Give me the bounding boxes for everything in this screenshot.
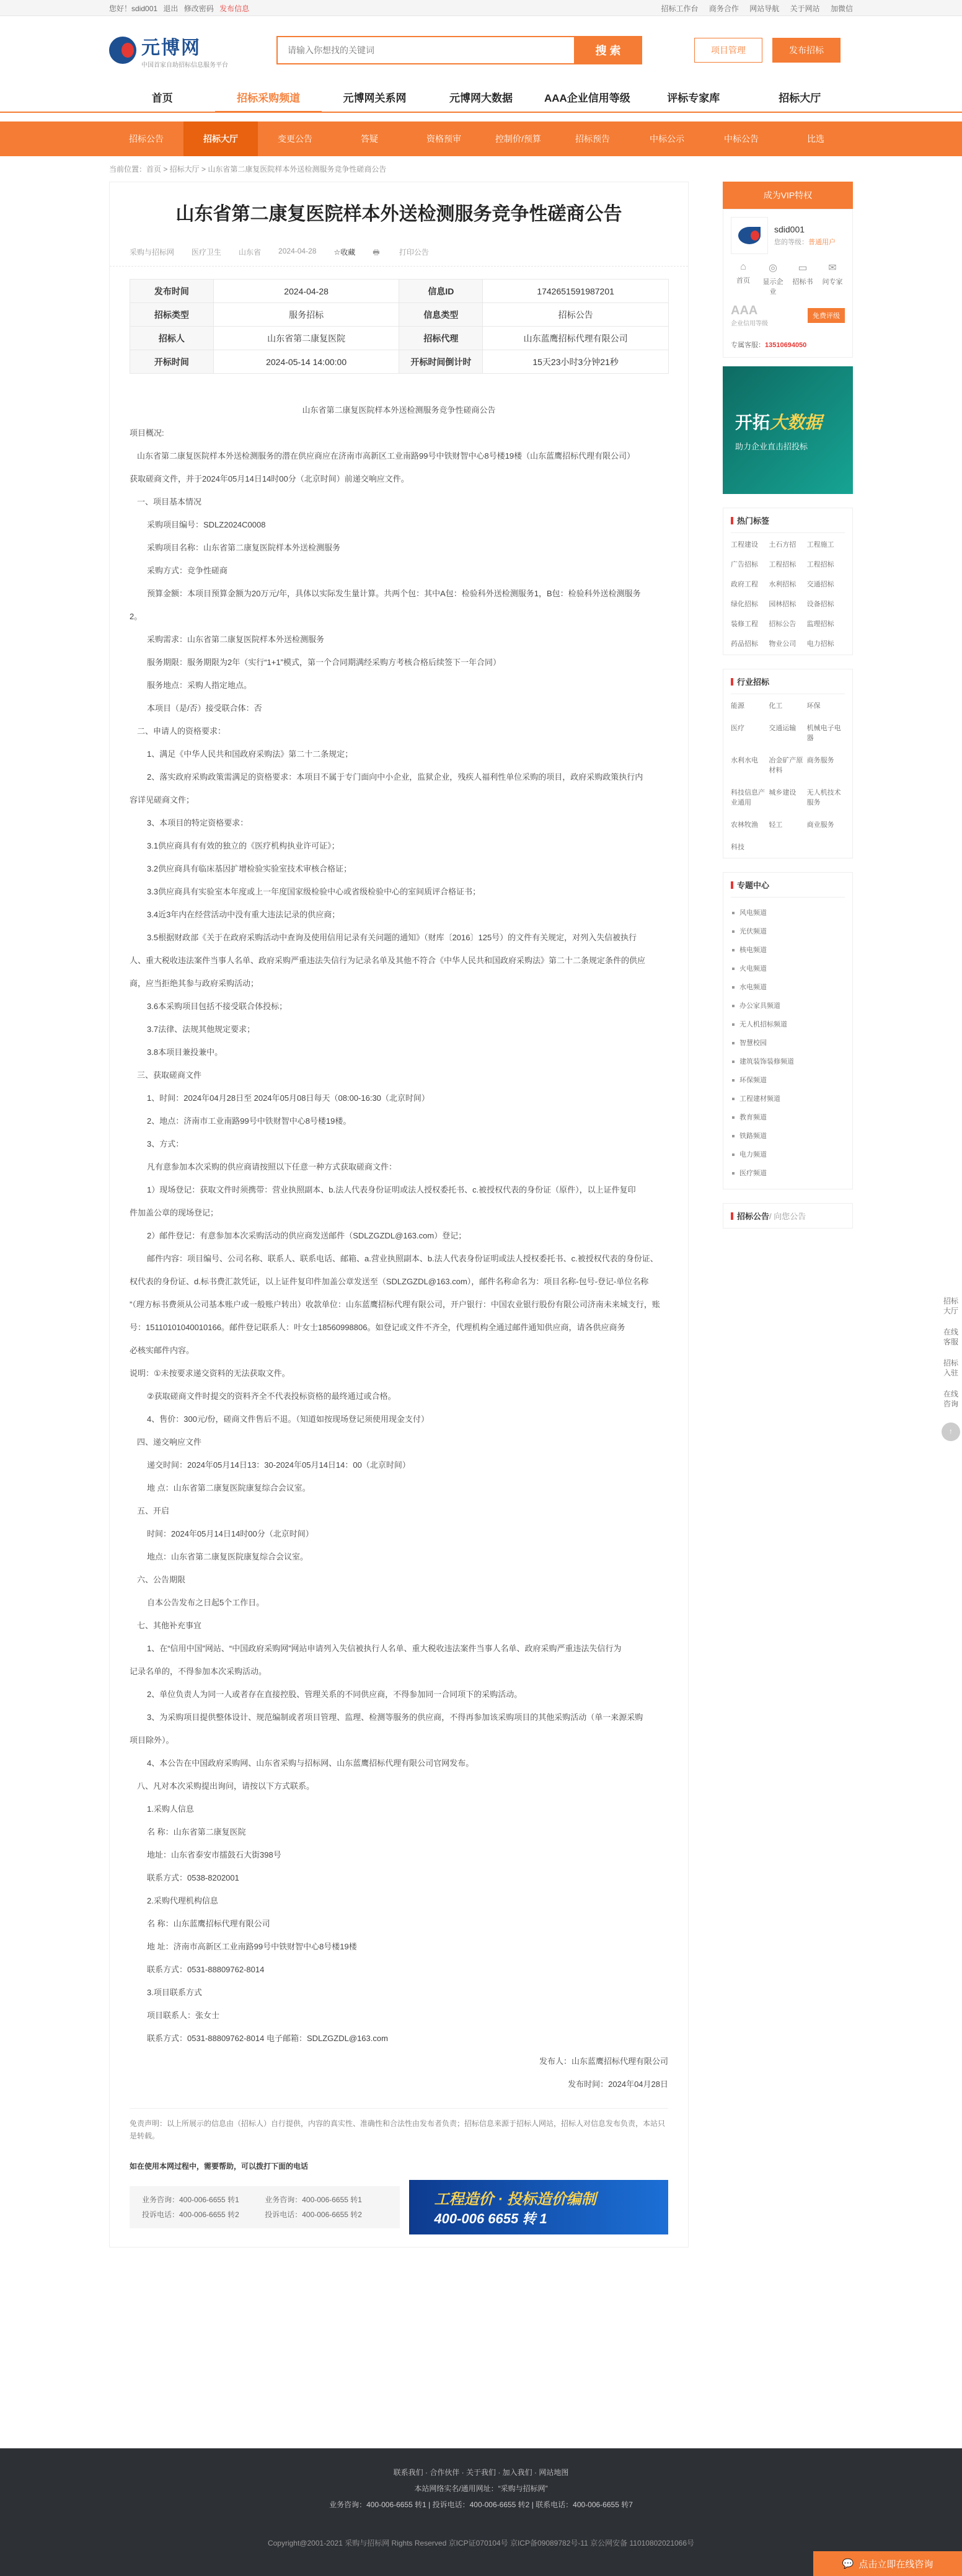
article-paragraph: 发布人：山东蓝鹰招标代理有限公司 (539, 2057, 668, 2066)
hot-tag[interactable]: 装修工程 (731, 620, 758, 628)
topic-title: 专题中心 (731, 879, 845, 898)
shortcut-home[interactable] (731, 262, 756, 296)
shortcut-company[interactable] (761, 262, 785, 296)
shortcut-label: 问专家 (822, 278, 843, 286)
info-value: 15天23小时3分钟21秒 (483, 350, 669, 374)
nav-procurement[interactable]: 招标采购频道 (215, 84, 321, 113)
meta-category[interactable]: 采购与招标网 (130, 248, 175, 257)
article-paragraph: 3、本项目的特定资格要求： (147, 818, 249, 827)
article-paragraph: 1）现场登记：获取文件时须携带：营业执照副本、b.法人代表身份证明或法人授权委托书、c.被授权代表的身份证（原件），以上证件复印 (147, 1185, 636, 1194)
info-row (130, 280, 669, 303)
info-key: 开标时间 (130, 350, 214, 374)
nav-hall[interactable]: 招标大厅 (779, 92, 821, 104)
top-link-business[interactable]: 商务合作 (708, 4, 739, 13)
sidebar (723, 182, 853, 2247)
notice-title: 招标公告 (737, 1212, 770, 1221)
article-paragraph: 件加盖公章的现场登记； (130, 1208, 219, 1217)
hot-tag[interactable]: 广告招标 (731, 561, 758, 568)
online-chat-button[interactable] (813, 2551, 962, 2576)
subnav-item[interactable]: 控制价/预算 (495, 134, 541, 144)
topic-item[interactable]: 办公家具频道 (731, 997, 845, 1015)
top-link-sitemap[interactable]: 网站导航 (749, 4, 780, 13)
username: sdid001 (774, 224, 805, 234)
info-value: 1742651591987201 (483, 280, 669, 303)
article (109, 182, 689, 2247)
subnav-item[interactable]: 变更公告 (278, 134, 312, 144)
hot-tag[interactable]: 绿化招标 (731, 601, 758, 608)
article-paragraph: 七、其他补充事宜 (137, 1621, 202, 1630)
nav-credit[interactable]: AAA企业信用等级 (544, 92, 630, 104)
article-paragraph: 1、时间：2024年04月28日至 2024年05月08日每天（08:00-16:30（北京时间） (147, 1093, 430, 1103)
top-link-wechat[interactable]: 加微信 (830, 4, 853, 13)
article-paragraph: 自本公告发布之日起5个工作日。 (147, 1598, 265, 1607)
article-paragraph: 获取磋商文件，并于2024年05月14日14时00分（北京时间）前递交响应文件。 (130, 474, 409, 483)
phone-item: 投诉电话：400-006-6655 转2 (142, 2210, 239, 2219)
article-paragraph: 地点：山东省第二康复医院康复综合会议室。 (147, 1552, 309, 1561)
phone-item: 投诉电话：400-006-6655 转2 (265, 2210, 362, 2219)
article-paragraph: 3.8本项目兼投兼中。 (147, 1048, 223, 1057)
subnav-item[interactable]: 答疑 (361, 134, 378, 144)
hot-tag[interactable]: 工程招标 (806, 561, 834, 568)
shortcut-expert[interactable] (820, 262, 845, 296)
article-paragraph: 必核实邮件内容。 (130, 1346, 195, 1355)
article-paragraph: 服务地点：采购人指定地点。 (147, 681, 252, 690)
topic-item[interactable]: 核电频道 (731, 941, 845, 959)
print-icon: 🖶 (373, 248, 382, 257)
home-icon: ⌂ (740, 262, 746, 272)
industry-tag[interactable]: 城乡建设 (769, 789, 797, 796)
hot-tag[interactable]: 药品招标 (731, 640, 758, 648)
back-to-top-icon[interactable]: ↑ (942, 1423, 960, 1441)
phone-value: 13510694050 (765, 342, 807, 349)
article-paragraph: 采购方式：竞争性磋商 (147, 566, 228, 575)
info-value: 招标公告 (483, 303, 669, 327)
mail-icon: ✉ (828, 263, 837, 273)
article-paragraph: 联系方式：0531-88809762-8014 (147, 1965, 265, 1974)
float-consult[interactable]: 在线咨询 (943, 1390, 958, 1408)
document-icon: ▭ (798, 263, 808, 273)
phone-label: 专属客服： (731, 342, 765, 349)
article-paragraph: 时间：2024年05月14日14时00分（北京时间） (147, 1529, 314, 1538)
vip-button[interactable]: 成为VIP特权 (723, 182, 853, 209)
topic-item[interactable]: 工程建材频道 (731, 1090, 845, 1108)
industry-tag[interactable]: 机械电子电器 (806, 725, 841, 742)
page-title: 山东省第二康复医院样本外送检测服务竞争性磋商公告 (175, 204, 622, 224)
aaa-subtitle: 企业信用等级 (731, 320, 768, 327)
hot-tags-title: 热门标签 (731, 514, 845, 533)
level-label: 您的等级： (774, 239, 808, 246)
article-paragraph: 联系方式：0538-8202001 (147, 1873, 239, 1882)
project-manage-button[interactable]: 项目管理 (694, 38, 762, 63)
hot-tags-box (723, 508, 853, 655)
article-paragraph: 1.采购人信息 (147, 1804, 194, 1814)
article-paragraph: 地址：山东省泰安市擂鼓石大街398号 (147, 1850, 281, 1859)
info-key: 招标人 (130, 327, 214, 350)
top-bar (0, 0, 962, 16)
article-paragraph: 六、公告期限 (137, 1575, 186, 1584)
logo-subtitle: 中国首家自助招标信息服务平台 (141, 61, 228, 69)
free-rating-button[interactable]: 免费评级 (808, 308, 845, 323)
article-paragraph: 服务期限：服务期限为2年（实行“1+1”模式，第一个合同期满经采购方考核合格后续签下一年合同） (147, 658, 501, 667)
hot-tag[interactable]: 工程施工 (806, 541, 834, 549)
float-toolbar (940, 1292, 962, 1447)
industry-tag[interactable]: 无人机技术服务 (806, 789, 841, 806)
article-paragraph: 2。 (130, 612, 143, 621)
info-key: 开标时间倒计时 (399, 350, 483, 374)
article-paragraph: 项目除外）。 (130, 1736, 174, 1745)
disclaimer: 免责声明：以上所展示的信息由（招标人）自行提供，内容的真实性、准确性和合法性由发布者负责；招标信息来源于招标人网站，招标人对信息发布负责，本站只是转载。 (130, 2108, 668, 2142)
info-value: 山东省第二康复医院 (213, 327, 399, 350)
info-row (130, 350, 669, 374)
hot-tag[interactable]: 电力招标 (806, 640, 834, 648)
ad-tagline: 助力企业直击招投标 (735, 441, 808, 451)
sub-nav (0, 121, 962, 156)
info-key: 招标类型 (130, 303, 214, 327)
header (0, 16, 962, 84)
article-paragraph: 名 称：山东省第二康复医院 (147, 1827, 246, 1837)
logo-icon (109, 37, 136, 64)
topic-box (723, 872, 853, 1189)
article-paragraph: 采购项目编号：SDLZ2024C0008 (147, 520, 266, 529)
hot-tag[interactable]: 政府工程 (731, 581, 758, 588)
article-paragraph: 凡有意参加本次采购的供应商请按照以下任意一种方式获取磋商文件： (147, 1162, 397, 1171)
industry-tag[interactable]: 环保 (806, 702, 821, 710)
article-paragraph: 本项目（是/否）接受联合体：否 (147, 704, 262, 713)
subnav-item[interactable]: 资格预审 (426, 134, 461, 144)
bigdata-ad[interactable] (723, 366, 853, 494)
nav-relation[interactable]: 元博网关系网 (343, 92, 407, 104)
notice-more[interactable]: / 向您公告 (769, 1212, 806, 1221)
shortcut-label: 招标书 (792, 278, 813, 286)
aaa-badge: AAA (731, 304, 758, 317)
article-paragraph: 项目概况: (130, 428, 164, 438)
nav-home[interactable]: 首页 (151, 92, 173, 104)
float-join[interactable]: 招标入驻 (943, 1359, 958, 1377)
publish-tender-button[interactable]: 发布招标 (772, 38, 841, 63)
info-value: 服务招标 (213, 303, 399, 327)
industry-tag[interactable]: 化工 (769, 702, 783, 710)
topic-item[interactable]: 火电频道 (731, 959, 845, 978)
article-paragraph: 采购需求：山东省第二康复医院样本外送检测服务 (147, 635, 325, 644)
banner-title: 工程造价 · 投标造价编制 (434, 2191, 596, 2208)
chat-label: 点击立即在线咨询 (858, 2559, 933, 2570)
article-paragraph: 二、申请人的资格要求： (137, 726, 226, 736)
article-paragraph: 地 址：济南市高新区工业南路99号中铁财智中心8号楼19楼 (147, 1942, 357, 1951)
article-paragraph: 3.1供应商具有有效的独立的《医疗机构执业许可证》； (147, 841, 340, 850)
hotline-phones (130, 2186, 400, 2228)
article-paragraph: 权代表的身份证、d.标书费汇款凭证，以上证件复印件加盖公章发送至（SDLZGZDL@163.com），邮件名称命名为：项目名称-包号-登记-单位名称 (130, 1277, 649, 1286)
article-paragraph: 3、为采购项目提供整体设计、规范编制或者项目管理、监理、检测等服务的供应商，不得再参加该采购项目的其他采购活动（单一来源采购 (147, 1713, 643, 1722)
article-paragraph: 地 点：山东省第二康复医院康复综合会议室。 (147, 1483, 311, 1493)
article-paragraph: 3、方式： (147, 1139, 184, 1149)
footer-links[interactable]: 联系我们 · 合作伙伴 · 关于我们 · 加入我们 · 网站地图 (393, 2468, 569, 2477)
topic-item[interactable]: 环保频道 (731, 1071, 845, 1090)
hot-tag[interactable]: 土石方招 (769, 541, 797, 549)
industry-tag[interactable]: 水利水电 (731, 757, 758, 764)
footer-line3: 业务咨询：400-006-6655 转1 | 投诉电话：400-006-6655 转2 | 联系电话：400-006-6655 转7 (329, 2500, 633, 2509)
industry-box (723, 669, 853, 858)
article-paragraph: 五、开启 (137, 1506, 170, 1515)
industry-tag[interactable]: 商务服务 (806, 757, 834, 764)
nav-experts[interactable]: 评标专家库 (667, 92, 720, 104)
subnav-item-active[interactable]: 招标大厅 (183, 121, 258, 156)
meta-region[interactable]: 山东省 (239, 248, 262, 257)
hot-tag[interactable]: 工程招标 (769, 561, 797, 568)
main-nav (0, 84, 962, 113)
article-paragraph: 1、在“信用中国”网站、“中国政府采购网”网站申请列入失信被执行人名单、重大税收违法案件当事人名单、政府采购严重违法失信行为 (147, 1644, 622, 1653)
article-paragraph: 发布时间：2024年04月28日 (568, 2080, 668, 2089)
shortcut-label: 显示企业 (762, 278, 783, 296)
article-paragraph: 联系方式：0531-88809762-8014 电子邮箱：SDLZGZDL@163.com (147, 2034, 388, 2043)
hot-tag[interactable]: 水利招标 (769, 581, 797, 588)
post-info-link[interactable]: 发布信息 (219, 4, 250, 13)
industry-tag[interactable]: 医疗 (731, 725, 744, 732)
article-paragraph: 3.4近3年内在经营活动中没有重大违法记录的供应商； (147, 910, 340, 919)
article-paragraph: 3.项目联系方式 (147, 1988, 202, 1997)
article-paragraph: 3.6本采购项目包括不接受联合体投标； (147, 1002, 288, 1011)
footer-copyright: Copyright@2001-2021 采购与招标网 Rights Reserved 京ICP证070104号 京ICP备09089782号-11 京公网安备 11010802021066号 (267, 2539, 695, 2547)
notice-box (723, 1203, 853, 1228)
info-value: 2024-04-28 (213, 280, 399, 303)
article-paragraph: 记录名单的，不得参加本次采购活动。 (130, 1667, 267, 1676)
subnav-item[interactable]: 招标预告 (575, 134, 610, 144)
meta-industry[interactable]: 医疗卫生 (192, 248, 222, 257)
article-paragraph: 一、项目基本情况 (137, 497, 202, 506)
article-paragraph: 3.2供应商具有临床基因扩增检验实验室技术审核合格证； (147, 864, 352, 873)
article-paragraph: 2、地点：济南市工业南路99号中铁财智中心8号楼19楼。 (147, 1116, 351, 1126)
shortcut-tender-doc[interactable] (790, 262, 815, 296)
favorite-button[interactable]: ☆收藏 (333, 248, 356, 257)
industry-title: 行业招标 (731, 676, 845, 694)
industry-tag[interactable]: 科技信息产业通用 (731, 789, 765, 806)
hot-tag[interactable]: 设备招标 (806, 601, 834, 608)
user-card (723, 209, 853, 358)
article-paragraph: 人、重大税收违法案件当事人名单、政府采购严重违法失信行为记录名单及其他不符合《中华人民共和国政府采购法》第二十二条规定条件的供应 (130, 956, 646, 965)
hot-tag[interactable]: 物业公司 (769, 640, 797, 648)
topic-item[interactable]: 建筑装饰装修频道 (731, 1052, 845, 1071)
subnav-item[interactable]: 中标公告 (724, 134, 759, 144)
industry-tag[interactable]: 商业服务 (806, 821, 834, 829)
print-button[interactable] (373, 247, 446, 260)
article-paragraph: 项目联系人：张女士 (147, 2011, 220, 2020)
subnav-item[interactable]: 比选 (807, 134, 824, 144)
article-paragraph: 八、凡对本次采购提出询问，请按以下方式联系。 (137, 1781, 315, 1791)
chat-icon: 💬 (842, 2559, 854, 2569)
user-shortcuts (731, 262, 845, 296)
info-row (130, 303, 669, 327)
phone-item: 业务咨询：400-006-6655 转1 (265, 2195, 362, 2204)
industry-tag[interactable]: 冶金矿产原材料 (769, 757, 803, 774)
phone-item: 业务咨询：400-006-6655 转1 (142, 2195, 239, 2204)
hot-tag[interactable]: 招标公告 (769, 620, 797, 628)
article-paragraph: 4、售价：300元/份，磋商文件售后不退。（知道如按现场登记须使用现金支付） (147, 1414, 430, 1424)
company-icon: ◎ (769, 263, 777, 273)
logo-name: 元博网 (141, 37, 201, 58)
article-paragraph: 2）邮件登记：有意参加本次采购活动的供应商发送邮件（SDLZGZDL@163.com）登记； (147, 1231, 467, 1240)
article-paragraph: 递交时间：2024年05月14日13：30-2024年05月14日14：00（北京时间） (147, 1460, 410, 1470)
change-password-link[interactable]: 修改密码 (183, 4, 214, 13)
topic-item[interactable]: 铁路频道 (731, 1127, 845, 1145)
info-table (130, 279, 669, 374)
article-body (110, 386, 688, 2096)
logout-link[interactable]: 退出 (163, 4, 179, 13)
subnav-item[interactable]: 招标公告 (129, 134, 164, 144)
topic-item[interactable]: 电力频道 (731, 1145, 845, 1164)
industry-tag[interactable]: 轻工 (769, 821, 783, 829)
article-paragraph: 说明：①未按要求递交资料的无法获取文件。 (130, 1369, 290, 1378)
service-phone (731, 340, 845, 350)
hot-tag[interactable]: 园林招标 (769, 601, 797, 608)
info-key: 发布时间 (130, 280, 214, 303)
industry-tag[interactable]: 农林牧渔 (731, 821, 758, 829)
article-paragraph: 商，应当拒绝其参与政府采购活动； (130, 979, 259, 988)
print-label: 打印公告 (399, 248, 429, 257)
article-paragraph: 山东省第二康复医院样本外送检测服务的潜在供应商应在济南市高新区工业南路99号中铁财智中心8号楼19楼（山东蓝鹰招标代理有限公司） (137, 451, 635, 461)
topic-item[interactable]: 风电频道 (731, 904, 845, 922)
meta-date: 2024-04-28 (278, 247, 317, 255)
article-paragraph: 山东省第二康复医院样本外送检测服务竞争性磋商公告 (302, 405, 496, 415)
top-link-workbench[interactable]: 招标工作台 (661, 4, 699, 13)
article-paragraph: ”（理方标书费须从公司基本账户或一般账户转出）收款单位：山东蓝鹰招标代理有限公司，开户银行：中国农业银行股份有限公司济南未来城支行，账号：15110101040010166。邮件登记联系人：叶女士18560998806。如登记或文件不齐全，代理机构全通过邮件通知供应商，请各供应商务 (130, 1300, 660, 1332)
industry-tag[interactable]: 科技 (731, 844, 744, 851)
level-value: 普通用户 (808, 239, 836, 246)
industry-tag[interactable]: 能源 (731, 702, 744, 710)
info-key: 信息ID (399, 280, 483, 303)
breadcrumb: 当前位置：首页 > 招标大厅 > 山东省第二康复医院样本外送检测服务竞争性磋商公告 (109, 165, 387, 174)
article-paragraph: 4、本公告在中国政府采购网、山东省采购与招标网、山东蓝鹰招标代理有限公司官网发布。 (147, 1758, 474, 1768)
footer-line2: 本站网络实名/通用网址：“采购与招标网” (414, 2484, 548, 2493)
article-paragraph: 四、递交响应文件 (137, 1437, 202, 1447)
cost-banner[interactable] (409, 2180, 668, 2234)
avatar[interactable] (731, 217, 768, 254)
article-paragraph: 2.采购代理机构信息 (147, 1896, 218, 1905)
ad-word1: 开拓 (735, 412, 770, 432)
article-meta (110, 247, 688, 267)
article-paragraph: 2、单位负责人为同一人或者存在直接控股、管理关系的不同供应商，不得参加同一合同项下的采购活动。 (147, 1690, 523, 1699)
search-button[interactable]: 搜 索 (574, 36, 642, 64)
article-paragraph: 3.5根据财政部《关于在政府采购活动中查询及使用信用记录有关问题的通知》（财库〔2016〕125号）的文件有关规定，对列入失信被执行 (147, 933, 637, 942)
article-paragraph: 容详见磋商文件； (130, 795, 195, 805)
info-value: 山东蓝鹰招标代理有限公司 (483, 327, 669, 350)
search-bar (276, 36, 642, 64)
article-paragraph: 3.3供应商具有实验室本年度或上一年度国家级检验中心或省级检验中心的室间质评合格证书； (147, 887, 481, 896)
topic-item[interactable]: 医疗频道 (731, 1164, 845, 1183)
subnav-item[interactable]: 中标公示 (650, 134, 684, 144)
nav-bigdata[interactable]: 元博网大数据 (449, 92, 513, 104)
site-logo[interactable] (109, 32, 264, 69)
hotline-section (130, 2161, 668, 2234)
topic-item[interactable]: 无人机招标频道 (731, 1015, 845, 1034)
hot-tag[interactable]: 监理招标 (806, 620, 834, 628)
banner-phone: 400-006 6655 转 1 (434, 2211, 547, 2226)
article-paragraph: 三、获取磋商文件 (137, 1070, 202, 1080)
hotline-title: 如在使用本网过程中，需要帮助，可以拨打下面的电话 (130, 2162, 309, 2171)
ad-word2: 大数据 (770, 412, 823, 432)
article-paragraph: 1、满足《中华人民共和国政府采购法》第二十二条规定； (147, 749, 353, 759)
article-paragraph: 邮件内容：项目编号、公司名称、联系人、联系电话、邮箱、a.营业执照副本、b.法人代表身份证明或法人授权委托书、c.被授权代表的身份证、 (147, 1254, 658, 1263)
greeting: 您好！sdid001 (109, 4, 158, 13)
info-key: 信息类型 (399, 303, 483, 327)
credit-rating (731, 304, 845, 327)
shortcut-label: 首页 (736, 277, 750, 285)
info-key: 招标代理 (399, 327, 483, 350)
search-input[interactable] (276, 36, 574, 64)
hot-tag[interactable]: 交通招标 (806, 581, 834, 588)
top-bar-left (109, 3, 253, 14)
float-hall[interactable]: 招标大厅 (943, 1297, 958, 1315)
article-paragraph: 预算金额：本项目预算金额为20万元/年，具体以实际发生量计算。共两个包：其中A包：检验科外送检测服务1，B包：检验科外送检测服务 (147, 589, 641, 598)
topic-item[interactable]: 光伏频道 (731, 922, 845, 941)
info-row (130, 327, 669, 350)
article-paragraph: ②获取磋商文件时提交的资料齐全不代表投标资格的最终通过或合格。 (147, 1392, 396, 1401)
article-paragraph: 名 称：山东蓝鹰招标代理有限公司 (147, 1919, 270, 1928)
top-bar-links (653, 3, 853, 14)
article-paragraph: 采购项目名称：山东省第二康复医院样本外送检测服务 (147, 543, 341, 552)
float-service[interactable]: 在线客服 (943, 1328, 958, 1346)
topic-item[interactable]: 水电频道 (731, 978, 845, 997)
top-link-about[interactable]: 关于网站 (790, 4, 820, 13)
article-paragraph: 3.7法律、法规其他规定要求； (147, 1025, 255, 1034)
topic-item[interactable]: 智慧校园 (731, 1034, 845, 1052)
article-paragraph: 2、落实政府采购政策需满足的资格要求：本项目不属于专门面向中小企业，监狱企业，残疾人福利性单位采购的项目，政府采购政策执行内 (147, 772, 643, 782)
topic-item[interactable]: 教育频道 (731, 1108, 845, 1127)
industry-tag[interactable]: 交通运输 (769, 725, 797, 732)
info-value: 2024-05-14 14:00:00 (213, 350, 399, 374)
hot-tag[interactable]: 工程建设 (731, 541, 758, 549)
